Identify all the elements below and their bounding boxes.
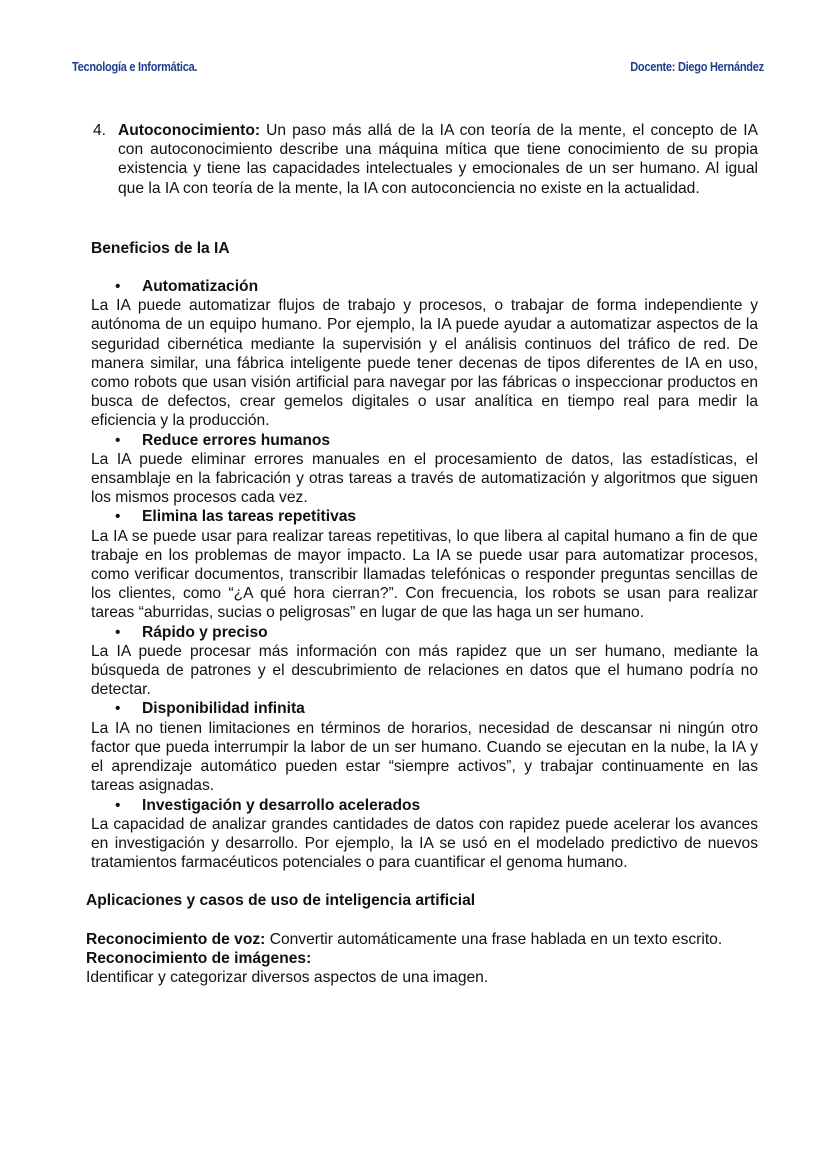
bullet-icon: • (115, 431, 121, 449)
list-number: 4. (93, 122, 107, 139)
benefit-title: • Rápido y preciso (115, 623, 268, 641)
bullet-icon: • (115, 508, 121, 526)
benefit-title: • Disponibilidad infinita (115, 700, 305, 718)
benefit-title: • Reduce errores humanos (115, 431, 331, 449)
term-autoconocimiento: Autoconocimiento: (118, 122, 261, 139)
numbered-item-autoconocimiento (88, 121, 758, 198)
benefit-reduce-errores (88, 431, 758, 508)
header-teacher: Docente: Diego Hernández (630, 60, 764, 74)
application-text: Convertir automáticamente una frase hablada en un texto escrito. (265, 930, 723, 948)
benefit-disponibilidad (88, 699, 758, 795)
benefit-text: La IA no tienen limitaciones en términos de horarios, necesidad de descansar ni ningún otro factor que pueda interrumpir la labor de un ser humano. Cuando se ejecutan en la nube, la IA y el aprendizaje automático pueden estar “siempre activos”, y trabajar continuamente en las tareas asignadas. (91, 719, 758, 795)
benefit-text: La IA se puede usar para realizar tareas repetitivas, lo que libera al capital humano a fin de que trabaje en los problemas de mayor impacto. La IA se puede usar para automatizar procesos, como verificar documentos, transcribir llamadas telefónicas o responder preguntas sencillas de los clientes, como “¿A qué hora cierran?”. Con frecuencia, los robots se usan para realizar tareas “aburridas, sucias o peligrosas” en lugar de que las haga un ser humano. (91, 527, 758, 622)
benefit-elimina-tareas (88, 507, 758, 622)
benefit-automatizacion (88, 277, 758, 431)
document-body (88, 121, 758, 987)
application-term: Reconocimiento de voz: (86, 930, 266, 948)
benefit-title: • Elimina las tareas repetitivas (115, 508, 357, 526)
section-heading-aplicaciones: Aplicaciones y casos de uso de inteligencia artificial (86, 892, 476, 910)
benefit-text: La IA puede eliminar errores manuales en el procesamiento de datos, las estadísticas, el ensamblaje en la fabricación y otras tareas a través de automatización y algoritmos que siguen los mismos procesos cada vez. (91, 450, 758, 507)
benefit-text: La capacidad de analizar grandes cantidades de datos con rapidez puede acelerar los avances en investigación y desarrollo. Por ejemplo, la IA se usó en el modelado predictivo de nuevos tratamientos farmacéuticos potenciales o para cuantificar el genoma humano. (91, 815, 758, 872)
benefit-rapido-preciso (88, 623, 758, 700)
application-text: Identificar y categorizar diversos aspectos de una imagen. (86, 968, 489, 986)
bullet-icon: • (115, 700, 121, 718)
benefit-title: • Investigación y desarrollo acelerados (115, 796, 421, 814)
application-imagenes (86, 949, 758, 987)
section-heading-beneficios: Beneficios de la IA (91, 239, 230, 257)
benefit-title: • Automatización (115, 278, 259, 296)
bullet-icon: • (115, 623, 121, 641)
term-description: Un paso más allá de la IA con teoría de la mente, el concepto de IA con autoconocimiento describe una máquina mítica que tiene conocimiento de su propia existencia y tiene las capacidades intelectuales y emocionales de un ser humano. Al igual que la IA con teoría de la mente, la IA con autoconciencia no existe en la actualidad. (118, 122, 758, 197)
header-subject: Tecnología e Informática. (72, 60, 198, 74)
bullet-icon: • (115, 796, 121, 814)
benefit-text: La IA puede automatizar flujos de trabajo y procesos, o trabajar de forma independiente y autónoma de un equipo humano. Por ejemplo, la IA puede ayudar a automatizar aspectos de la seguridad cibernética mediante la supervisión y el análisis continuos del tráfico de red. De manera similar, una fábrica inteligente puede tener decenas de tipos diferentes de IA en uso, como robots que usan visión artificial para navegar por las fábricas o inspeccionar productos en busca de defectos, crear gemelos digitales o usar analítica en tiempo real para medir la eficiencia y la producción. (91, 297, 758, 430)
application-voz (86, 930, 758, 949)
application-term: Reconocimiento de imágenes: (86, 949, 312, 967)
benefit-investigacion (88, 796, 758, 873)
bullet-icon: • (115, 278, 121, 296)
benefit-text: La IA puede procesar más información con más rapidez que un ser humano, mediante la búsqueda de patrones y el descubrimiento de relaciones en datos que el humano podría no detectar. (91, 642, 758, 699)
